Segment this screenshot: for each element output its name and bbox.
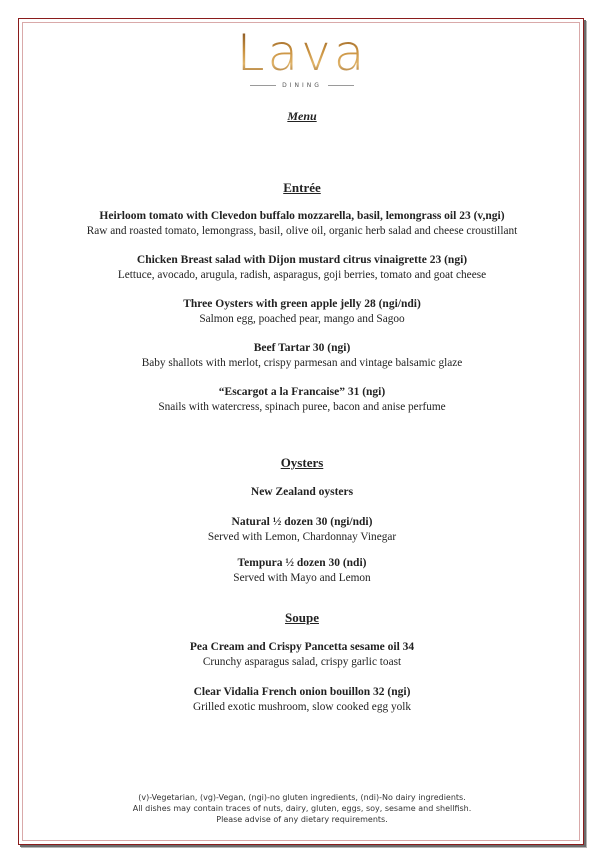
- footnote-allergens: All dishes may contain traces of nuts, dairy, gluten, eggs, soy, sesame and shellfish.: [132, 804, 472, 813]
- logo-rule-left: [250, 85, 276, 86]
- lava-dining-logo: [0, 26, 604, 89]
- section-heading-entree: Entrée: [283, 180, 321, 195]
- logo-rule-right: [328, 85, 354, 86]
- menu-item-name: “Escargot a la Francaise” 31 (ngi): [218, 386, 386, 398]
- menu-item-name: Tempura ½ dozen 30 (ndi): [237, 557, 367, 569]
- footnote-advice: Please advise of any dietary requirements.: [216, 815, 388, 824]
- menu-item-description: Served with Lemon, Chardonnay Vinegar: [207, 531, 397, 543]
- menu-item-description: Lettuce, avocado, arugula, radish, asparagus, goji berries, tomato and goat cheese: [117, 269, 487, 281]
- menu-page-frame: [18, 18, 584, 845]
- menu-title: Menu: [287, 109, 317, 123]
- section-heading-oysters: Oysters: [280, 455, 324, 470]
- menu-item-description: Served with Mayo and Lemon: [233, 572, 371, 584]
- menu-subheading: New Zealand oysters: [250, 486, 354, 498]
- menu-item-description: Raw and roasted tomato, lemongrass, basil, olive oil, organic herb salad and cheese croustillant: [86, 225, 518, 237]
- logo-subtitle-row: [0, 82, 604, 89]
- menu-item-description: Salmon egg, poached pear, mango and Sagoo: [199, 313, 405, 325]
- menu-item-description: Baby shallots with merlot, crispy parmesan and vintage balsamic glaze: [141, 357, 463, 369]
- menu-item-name: Heirloom tomato with Clevedon buffalo mozzarella, basil, lemongrass oil 23 (v,ngi): [99, 210, 505, 222]
- section-heading-soupe: Soupe: [285, 610, 319, 625]
- menu-item-name: Natural ½ dozen 30 (ngi/ndi): [231, 516, 373, 528]
- menu-item-name: Clear Vidalia French onion bouillon 32 (ngi): [193, 686, 411, 698]
- logo-wordmark: Lava: [0, 26, 604, 80]
- menu-item-name: Pea Cream and Crispy Pancetta sesame oil 34: [189, 641, 415, 653]
- logo-subtitle: DINING: [282, 82, 322, 89]
- menu-item-description: Grilled exotic mushroom, slow cooked egg yolk: [192, 701, 412, 713]
- menu-item-name: Beef Tartar 30 (ngi): [253, 342, 351, 354]
- menu-item-name: Chicken Breast salad with Dijon mustard citrus vinaigrette 23 (ngi): [136, 254, 468, 266]
- menu-item-description: Snails with watercress, spinach puree, bacon and anise perfume: [158, 401, 446, 413]
- menu-item-description: Crunchy asparagus salad, crispy garlic toast: [202, 656, 402, 668]
- footnote-legend: (v)-Vegetarian, (vg)-Vegan, (ngi)-no gluten ingredients, (ndi)-No dairy ingredients.: [138, 793, 466, 802]
- menu-inner-border: [22, 22, 580, 841]
- dietary-footnote: [0, 792, 604, 825]
- menu-item-name: Three Oysters with green apple jelly 28 (ngi/ndi): [183, 298, 421, 310]
